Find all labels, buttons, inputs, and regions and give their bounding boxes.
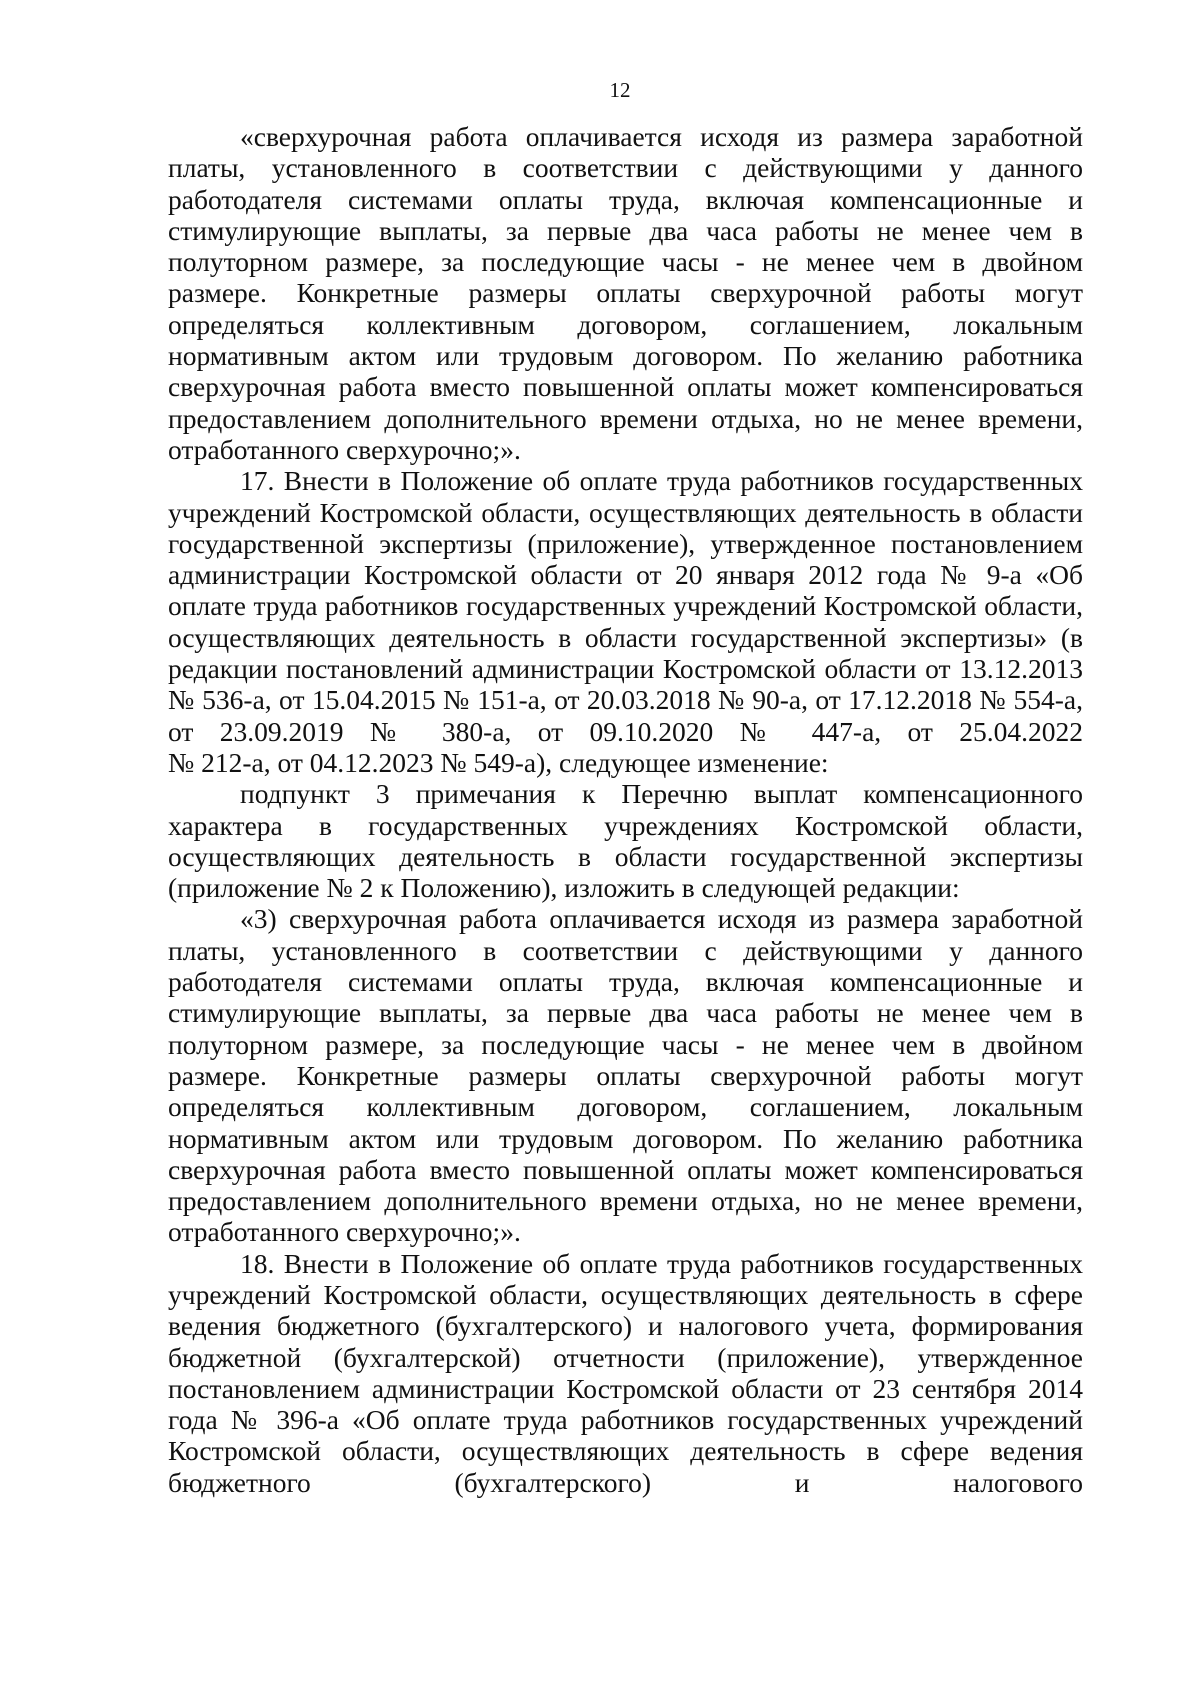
quoted-paragraph-overtime-end: отработанного сверхурочно;». [168,433,521,465]
document-body [168,121,1083,1498]
item-17-paragraph-end: № 212-а, от 04.12.2023 № 549-а), следующее изменение: [168,746,829,778]
subitem-3-paragraph: подпункт 3 примечания к Перечню выплат компенсационного характера в государственных учреждениях Костромской области, осуществляющих деятельность в области государственной экспертизы [168,778,1083,872]
quoted-paragraph-overtime: «сверхурочная работа оплачивается исходя из размера заработной платы, установленного в соответствии с действующими у данного работодателя системами оплаты труда, включая компенсационные и стимулирующие выплаты, за первые два часа работы не менее чем в полуторном размере, за последующие часы - не менее чем в двойном размере. Конкретные размеры оплаты сверхурочной работы могут определяться коллективным договором, соглашением, локальным нормативным актом или трудовым договором. По желанию работника сверхурочная работа вместо повышенной оплаты может компенсироваться предоставлением дополнительного времени отдыха, но не менее времени, [168,121,1084,434]
quoted-subitem-3-paragraph-end: отработанного сверхурочно;». [168,1216,521,1248]
item-17-paragraph: 17. Внести в Положение об оплате труда работников государственных учреждений Костромской области, осуществляющих деятельность в области государственной экспертизы (приложение), утвержденное постановлением администрации Костромской области от 20 января 2012 года № 9-а «Об оплате труда работников государственных учреждений Костромской области, осуществляющих деятельность в области государственной экспертизы» (в редакции постановлений администрации Костромской области от 13.12.2013 № 536-а, от 15.04.2015 № 151-а, от 20.03.2018 № 90-а, от 17.12.2018 № 554-а, от 23.09.2019 № 380-а, от 09.10.2020 № 447-а, от 25.04.2022 [168,465,1084,747]
item-18-paragraph: 18. Внести в Положение об оплате труда работников государственных учреждений Костромской области, осуществляющих деятельность в сфере ведения бюджетного (бухгалтерского) и налогового учета, формирования бюджетной (бухгалтерской) отчетности (приложение), утвержденное постановлением администрации Костромской области от 23 сентября 2014 года № 396-а «Об оплате труда работников государственных учреждений Костромской области, осуществляющих деятельность в сфере ведения бюджетного (бухгалтерского) и налогового [168,1247,1084,1498]
page-number: 12 [609,78,631,102]
quoted-subitem-3-paragraph: «3) сверхурочная работа оплачивается исходя из размера заработной платы, установленного в соответствии с действующими у данного работодателя системами оплаты труда, включая компенсационные и стимулирующие выплаты, за первые два часа работы не менее чем в полуторном размере, за последующие часы - не менее чем в двойном размере. Конкретные размеры оплаты сверхурочной работы могут определяться коллективным договором, соглашением, локальным нормативным актом или трудовым договором. По желанию работника сверхурочная работа вместо повышенной оплаты может компенсироваться предоставлением дополнительного времени отдыха, но не менее времени, [168,903,1084,1217]
subitem-3-paragraph-end: (приложение № 2 к Положению), изложить в следующей редакции: [168,872,960,904]
